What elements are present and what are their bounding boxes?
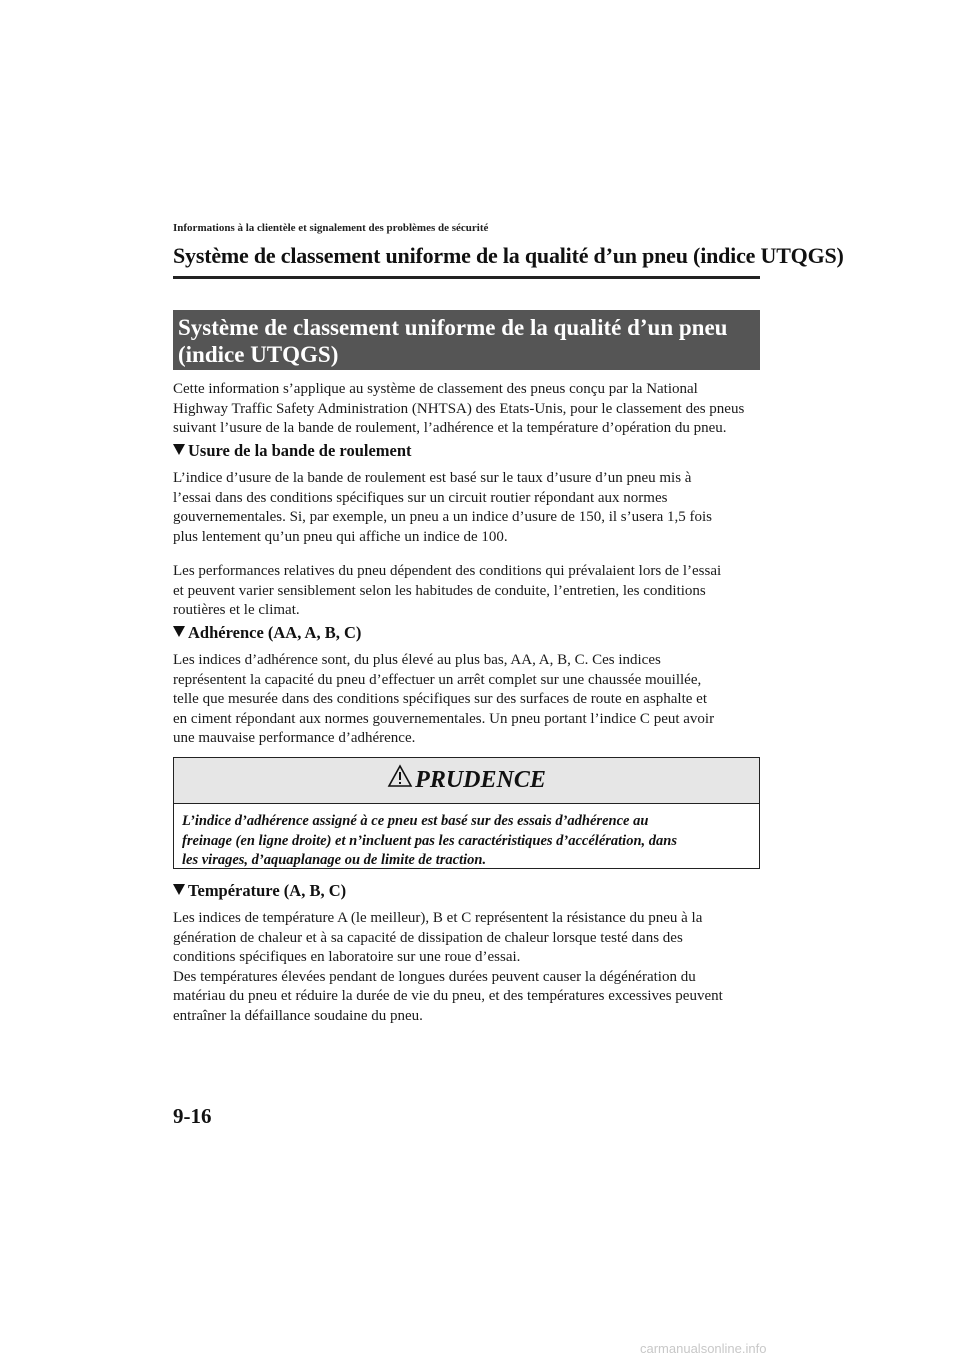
text-line: Les indices d’adhérence sont, du plus élevé au plus bas, AA, A, B, C. Ces indices: [173, 652, 661, 668]
section-label: Informations à la clientèle et signalement des problèmes de sécurité: [173, 222, 489, 234]
temperature-paragraph: [173, 909, 763, 1026]
text-line: telle que mesurée dans des conditions spécifiques sur des surfaces de route en asphalte et: [173, 691, 707, 707]
caution-box: [173, 757, 760, 869]
text-line: et peuvent varier sensiblement selon les habitudes de conduite, l’entretien, les conditions: [173, 582, 706, 599]
running-title: Système de classement uniforme de la qualité d’un pneu (indice UTQGS): [173, 243, 844, 268]
text-line: conditions spécifiques en laboratoire sur une roue d’essai.: [173, 949, 521, 965]
section-title-box: [173, 310, 760, 370]
heading-traction: [173, 623, 361, 643]
header-rule: [173, 276, 760, 279]
triangle-bullet-icon: [173, 884, 185, 895]
warning-triangle-icon: [387, 764, 413, 788]
caution-body: [174, 804, 759, 871]
section-title-line-1: Système de classement uniforme de la qualité d’un pneu: [178, 315, 728, 340]
intro-paragraph: [173, 380, 763, 439]
section-title-line-2: (indice UTQGS): [178, 342, 339, 367]
text-line: Les indices de température A (le meilleur), B et C représentent la résistance du pneu à la: [173, 910, 703, 926]
heading-text: Adhérence (AA, A, B, C): [188, 623, 362, 642]
treadwear-paragraph-2: [173, 562, 763, 621]
heading-text: Température (A, B, C): [188, 881, 347, 900]
treadwear-paragraph-1: [173, 469, 763, 547]
text-line: représentent la capacité du pneu d’effectuer un arrêt complet sur une chaussée mouillée,: [173, 671, 702, 688]
text-line: plus lentement qu’un pneu qui affiche un indice de 100.: [173, 528, 508, 545]
text-line: Cette information s’applique au système de classement des pneus conçu par la National: [173, 381, 698, 397]
text-line: suivant l’usure de la bande de roulement, l’adhérence et la température d’opération du pneu.: [173, 420, 727, 436]
traction-paragraph: [173, 651, 763, 749]
text-line: Les performances relatives du pneu dépendent des conditions qui prévalaient lors de l’essai: [173, 563, 722, 579]
heading-text: Usure de la bande de roulement: [188, 441, 412, 460]
text-line: entraîner la défaillance soudaine du pneu.: [173, 1007, 423, 1024]
caution-header: [174, 758, 759, 804]
text-line: les virages, d’aquaplanage ou de limite de traction.: [182, 852, 487, 868]
text-line: Highway Traffic Safety Administration (NHTSA) des Etats-Unis, pour le classement des pneus: [173, 400, 745, 417]
heading-temperature: [173, 881, 346, 901]
text-line: une mauvaise performance d’adhérence.: [173, 730, 416, 746]
watermark: carmanualsonline.info: [640, 1341, 767, 1356]
text-line: freinage (en ligne droite) et n’incluent pas les caractéristiques d’accélération, dans: [182, 832, 677, 849]
text-line: L’indice d’adhérence assigné à ce pneu est basé sur des essais d’adhérence au: [182, 813, 649, 829]
text-line: routières et le climat.: [173, 602, 300, 618]
heading-treadwear: [173, 441, 412, 461]
triangle-bullet-icon: [173, 626, 185, 637]
text-line: l’essai dans des conditions spécifiques sur un circuit routier répondant aux normes: [173, 489, 668, 506]
text-line: Des températures élevées pendant de longues durées peuvent causer la dégénération du: [173, 968, 696, 985]
text-line: génération de chaleur et à sa capacité de dissipation de chaleur lorsque testé dans des: [173, 929, 683, 946]
triangle-bullet-icon: [173, 444, 185, 455]
text-line: en ciment répondant aux normes gouvernementales. Un pneu portant l’indice C peut avoir: [173, 710, 715, 727]
text-line: matériau du pneu et réduire la durée de vie du pneu, et des températures excessives peuvent: [173, 988, 723, 1004]
page-number: 9-16: [173, 1104, 212, 1128]
text-line: L’indice d’usure de la bande de roulement est basé sur le taux d’usure d’un pneu mis à: [173, 470, 692, 486]
caution-title: PRUDENCE: [415, 767, 546, 793]
text-line: gouvernementales. Si, par exemple, un pneu a un indice d’usure de 150, il s’usera 1,5 fois: [173, 509, 713, 525]
